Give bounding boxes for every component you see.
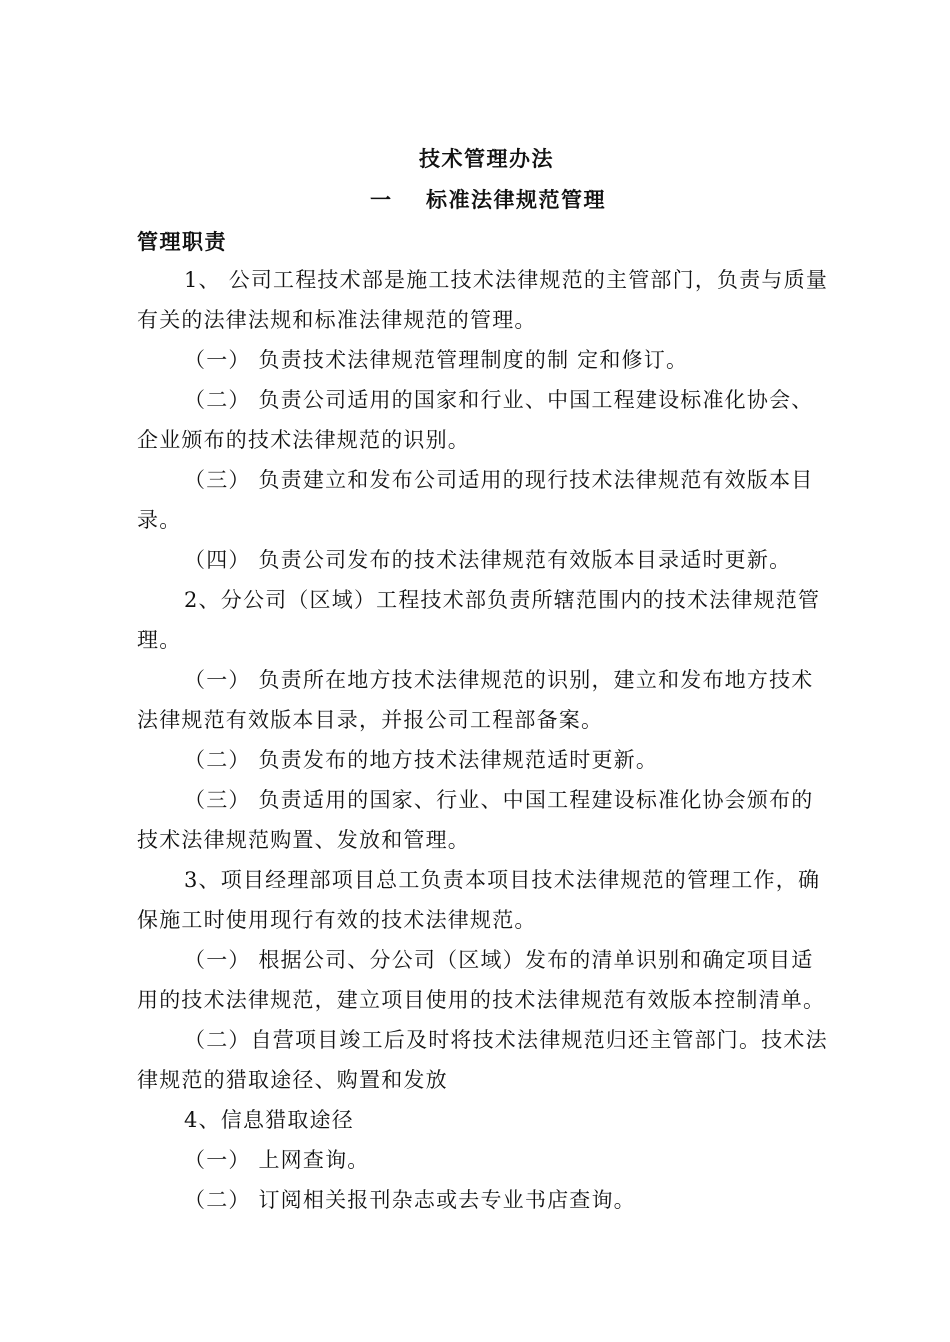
body-line: （一） 负责技术法律规范管理制度的制 定和修订。 xyxy=(184,348,689,372)
section-number: 一 xyxy=(370,188,393,212)
body-line: 4、信息猎取途径 xyxy=(184,1108,354,1132)
body-line: 律规范的猎取途径、购置和发放 xyxy=(137,1068,448,1092)
document-title: 技术管理办法 xyxy=(419,147,554,171)
section-heading: 管理职责 xyxy=(137,230,227,254)
section-title: 标准法律规范管理 xyxy=(426,188,606,212)
body-line: （二） 负责发布的地方技术法律规范适时更新。 xyxy=(184,748,659,772)
body-line: （四） 负责公司发布的技术法律规范有效版本目录适时更新。 xyxy=(184,548,792,572)
body-line: 用的技术法律规范，建立项目使用的技术法律规范有效版本控制清单。 xyxy=(137,988,826,1012)
body-line: 有关的法律法规和标准法律规范的管理。 xyxy=(137,308,537,332)
body-line: 3、项目经理部项目总工负责本项目技术法律规范的管理工作，确 xyxy=(184,868,821,892)
body-line: 2、分公司（区域）工程技术部负责所辖范围内的技术法律规范管 xyxy=(184,588,821,612)
body-line: （一） 上网查询。 xyxy=(184,1148,370,1172)
body-line: （一） 负责所在地方技术法律规范的识别，建立和发布地方技术 xyxy=(184,668,814,692)
body-line: 企业颁布的技术法律规范的识别。 xyxy=(137,428,470,452)
body-line: （二） 订阅相关报刊杂志或去专业书店查询。 xyxy=(184,1188,636,1212)
body-line: 理。 xyxy=(137,628,182,652)
body-line: 保施工时使用现行有效的技术法律规范。 xyxy=(137,908,537,932)
body-line: 录。 xyxy=(137,508,182,532)
body-line: 法律规范有效版本目录，并报公司工程部备案。 xyxy=(137,708,604,732)
body-line: （二） 负责公司适用的国家和行业、中国工程建设标准化协会、 xyxy=(184,388,814,412)
body-line: （三） 负责建立和发布公司适用的现行技术法律规范有效版本目 xyxy=(184,468,814,492)
body-line: 1、 公司工程技术部是施工技术法律规范的主管部门，负责与质量 xyxy=(184,268,829,292)
body-line: （一） 根据公司、分公司（区域）发布的清单识别和确定项目适 xyxy=(184,948,814,972)
body-line: （二）自营项目竣工后及时将技术法律规范归还主管部门。技术法 xyxy=(184,1028,828,1052)
body-line: （三） 负责适用的国家、行业、中国工程建设标准化协会颁布的 xyxy=(184,788,814,812)
body-line: 技术法律规范购置、发放和管理。 xyxy=(137,828,470,852)
